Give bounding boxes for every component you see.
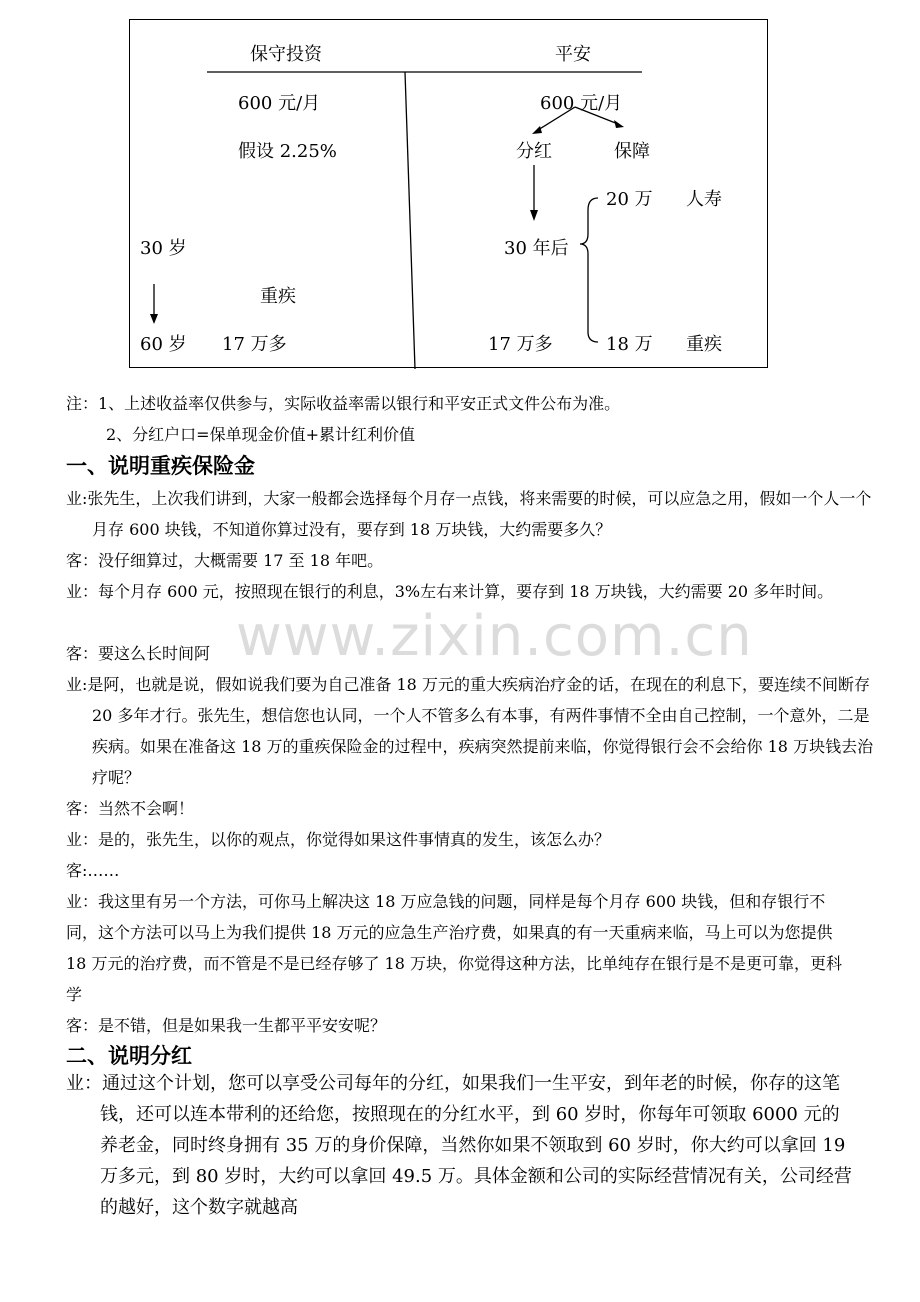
left-rate: 假设 2.25% — [238, 141, 337, 162]
section1-heading: 一、说明重疾保险金 — [66, 454, 255, 478]
dialog-text: 是阿，也就是说，假如说我们要为自己准备 18 万元的重大疾病治疗金的话，在现在的利息下，要连续不间断存 20 多年才行。张先生，想信您也认同，一个人不管多么有本事，有两件事情不全由自己控制，一个意外，二是疾病。如果在准备这 18 万的重疾保险金的过程中，疾病突然提前来临，你觉得银行会不会给你 18 万块钱去治疗呢？ — [87, 675, 874, 787]
dialog-line — [66, 669, 882, 793]
watermark: www.zixin.com.cn — [236, 604, 753, 669]
speaker: 客： — [66, 1016, 99, 1035]
speaker: 客: — [66, 861, 88, 880]
dialog-text: 要这么长时间阿 — [98, 644, 211, 663]
dialog-text: 通过这个计划，您可以享受公司每年的分红，如果我们一生平安，到年老的时候，你存的这笔钱，还可以连本带利的还给您，按照现在的分红水平，到 60 岁时，你每年可领取 6000 元的养老金，同时终身拥有 35 万的身价保障，当然你如果不领取到 60 岁时，你大约可以拿回 19 万多元，到 80 岁时，大约可以拿回 49.5 万。具体金额和公司的实际经营情况有关，公司经营的越好，这个数字就越高 — [100, 1073, 852, 1218]
speaker: 客： — [66, 799, 99, 818]
center-divider — [405, 72, 415, 369]
right-dividend: 分红 — [516, 141, 552, 162]
speaker: 业： — [66, 830, 99, 849]
brace — [580, 198, 598, 342]
speaker: 业: — [66, 675, 88, 694]
dialog-text: 是不错，但是如果我一生都平平安安呢？ — [98, 1016, 387, 1035]
right-life-amount: 20 万 — [606, 189, 653, 210]
speaker: 业： — [66, 892, 99, 911]
dialog-line — [66, 886, 856, 1010]
left-age-end: 60 岁 — [140, 334, 187, 355]
left-amount: 600 元/月 — [238, 93, 321, 114]
right-protection: 保障 — [614, 141, 650, 162]
left-arrowhead — [150, 314, 158, 324]
right-title: 平安 — [555, 44, 591, 65]
left-result: 17 万多 — [222, 334, 287, 355]
dialog-text: 当然不会啊！ — [98, 799, 195, 818]
dialog-line — [66, 1010, 856, 1041]
dialog-text: 没仔细算过，大概需要 17 至 18 年吧。 — [98, 551, 384, 570]
left-age-start: 30 岁 — [140, 238, 187, 259]
speaker: 业: — [66, 489, 88, 508]
dialog-line — [66, 855, 856, 886]
dialog-line — [66, 793, 856, 824]
dialog-line — [66, 1068, 856, 1223]
speaker: 客： — [66, 551, 99, 570]
dialog-text: 我这里有另一个方法，可你马上解决这 18 万应急钱的问题，同样是每个月存 600 块钱，但和存银行不同，这个方法可以马上为我们提供 18 万元的应急生产治疗费，如果真的有一天重病来临，马上可以为您提供 18 万元的治疗费，而不管是不是已经存够了 18 万块，你觉得这种方法，比单纯存在银行是不是更可靠，更科学 — [66, 892, 842, 1004]
dialog-line — [66, 638, 856, 669]
dialog-text: …… — [87, 861, 120, 880]
left-illness: 重疾 — [260, 286, 296, 307]
diagram-lines — [130, 20, 769, 369]
dialog-line — [66, 824, 856, 855]
note-2: 2、分红户口=保单现金价值+累计红利价值 — [106, 425, 415, 444]
right-ci-label: 重疾 — [686, 334, 722, 355]
right-after: 30 年后 — [504, 238, 569, 259]
speaker: 业： — [66, 1073, 102, 1094]
right-ci-amount: 18 万 — [606, 334, 653, 355]
dialog-line — [66, 545, 856, 576]
speaker: 业： — [66, 582, 99, 601]
left-title: 保守投资 — [250, 44, 322, 65]
right-life-label: 人寿 — [686, 189, 722, 210]
comparison-diagram — [129, 19, 768, 368]
dialog-text: 是的，张先生，以你的观点，你觉得如果这件事情真的发生，该怎么办？ — [98, 830, 611, 849]
right-result: 17 万多 — [488, 334, 553, 355]
dialog-text: 张先生，上次我们讲到，大家一般都会选择每个月存一点钱，将来需要的时候，可以应急之用，假如一个人一个月存 600 块钱，不知道你算过没有，要存到 18 万块钱，大约需要多久？ — [87, 489, 872, 539]
note-1: 注：1、上述收益率仅供参与，实际收益率需以银行和平安正式文件公布为准。 — [66, 394, 621, 413]
dialog-line — [66, 576, 856, 607]
dialog-line — [66, 483, 882, 545]
speaker: 客： — [66, 644, 99, 663]
right-amount: 600 元/月 — [540, 93, 623, 114]
section2-heading: 二、说明分红 — [66, 1044, 192, 1068]
dialog-text: 每个月存 600 元，按照现在银行的利息，3%左右来计算，要存到 18 万块钱，大约需要 20 多年时间。 — [98, 582, 834, 601]
